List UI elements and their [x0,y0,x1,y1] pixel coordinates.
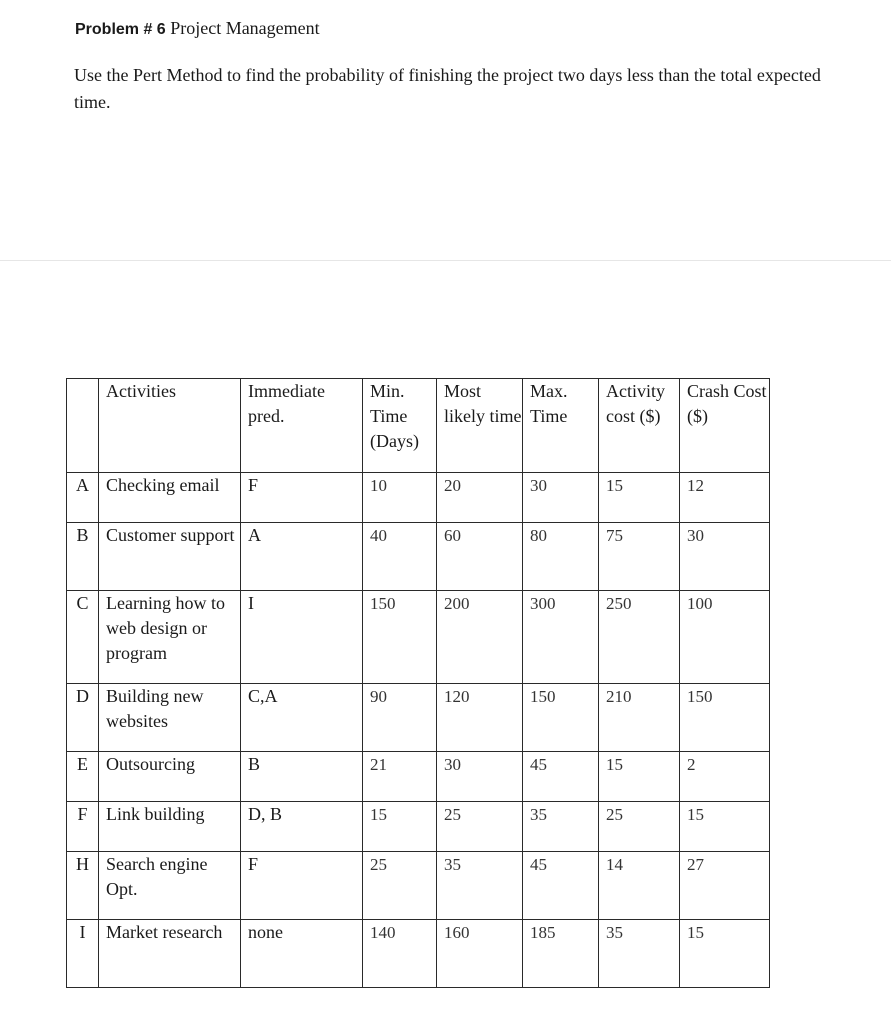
table-row [67,684,770,752]
header-most-likely: Most likely time [437,379,523,473]
row-pred: A [241,523,363,591]
table-row [67,920,770,988]
header-activity-cost: Activity cost ($) [599,379,680,473]
row-min: 21 [363,752,437,802]
header-letter-cell [67,379,99,473]
row-activity: Building new websites [99,684,241,752]
row-pred: D, B [241,802,363,852]
row-cost: 15 [599,473,680,523]
row-min: 140 [363,920,437,988]
row-likely: 35 [437,852,523,920]
problem-label: Problem # 6 [75,21,166,38]
row-max: 45 [523,852,599,920]
row-cost: 35 [599,920,680,988]
row-activity: Search engine Opt. [99,852,241,920]
row-crash: 15 [680,802,770,852]
row-activity: Outsourcing [99,752,241,802]
row-crash: 15 [680,920,770,988]
row-id: A [67,473,99,523]
row-pred: C,A [241,684,363,752]
instructions-text: Use the Pert Method to find the probability of finishing the project two days less than the total expected time. [74,65,821,112]
table-row [67,591,770,684]
row-id: C [67,591,99,684]
row-max: 35 [523,802,599,852]
row-likely: 25 [437,802,523,852]
table-row [67,523,770,591]
row-max: 45 [523,752,599,802]
row-activity: Customer support [99,523,241,591]
pert-table [66,378,770,988]
row-min: 25 [363,852,437,920]
page-title [75,18,320,39]
row-likely: 160 [437,920,523,988]
row-max: 185 [523,920,599,988]
row-crash: 27 [680,852,770,920]
row-max: 300 [523,591,599,684]
row-activity: Market research [99,920,241,988]
row-id: F [67,802,99,852]
row-pred: B [241,752,363,802]
row-max: 150 [523,684,599,752]
row-likely: 60 [437,523,523,591]
row-cost: 15 [599,752,680,802]
table-header-row [67,379,770,473]
row-pred: I [241,591,363,684]
row-crash: 100 [680,591,770,684]
row-crash: 150 [680,684,770,752]
row-activity: Learning how to web design or program [99,591,241,684]
row-min: 10 [363,473,437,523]
row-pred: F [241,852,363,920]
header-crash-cost: Crash Cost ($) [680,379,770,473]
row-likely: 20 [437,473,523,523]
row-id: H [67,852,99,920]
row-activity: Checking email [99,473,241,523]
table-row [67,802,770,852]
row-cost: 210 [599,684,680,752]
header-max-time: Max. Time [523,379,599,473]
row-cost: 25 [599,802,680,852]
row-crash: 30 [680,523,770,591]
row-min: 150 [363,591,437,684]
table-row [67,852,770,920]
row-cost: 14 [599,852,680,920]
row-id: E [67,752,99,802]
header-activities: Activities [99,379,241,473]
problem-title: Project Management [170,18,320,38]
table-row [67,473,770,523]
row-id: I [67,920,99,988]
header-immediate-pred: Immediate pred. [241,379,363,473]
page-divider [0,260,891,261]
table-row [67,752,770,802]
row-id: B [67,523,99,591]
row-likely: 120 [437,684,523,752]
row-cost: 250 [599,591,680,684]
row-activity: Link building [99,802,241,852]
row-pred: F [241,473,363,523]
row-id: D [67,684,99,752]
header-min-time: Min. Time (Days) [363,379,437,473]
row-likely: 200 [437,591,523,684]
row-crash: 2 [680,752,770,802]
row-likely: 30 [437,752,523,802]
row-min: 40 [363,523,437,591]
row-max: 30 [523,473,599,523]
row-pred: none [241,920,363,988]
row-crash: 12 [680,473,770,523]
row-min: 90 [363,684,437,752]
row-min: 15 [363,802,437,852]
row-cost: 75 [599,523,680,591]
row-max: 80 [523,523,599,591]
